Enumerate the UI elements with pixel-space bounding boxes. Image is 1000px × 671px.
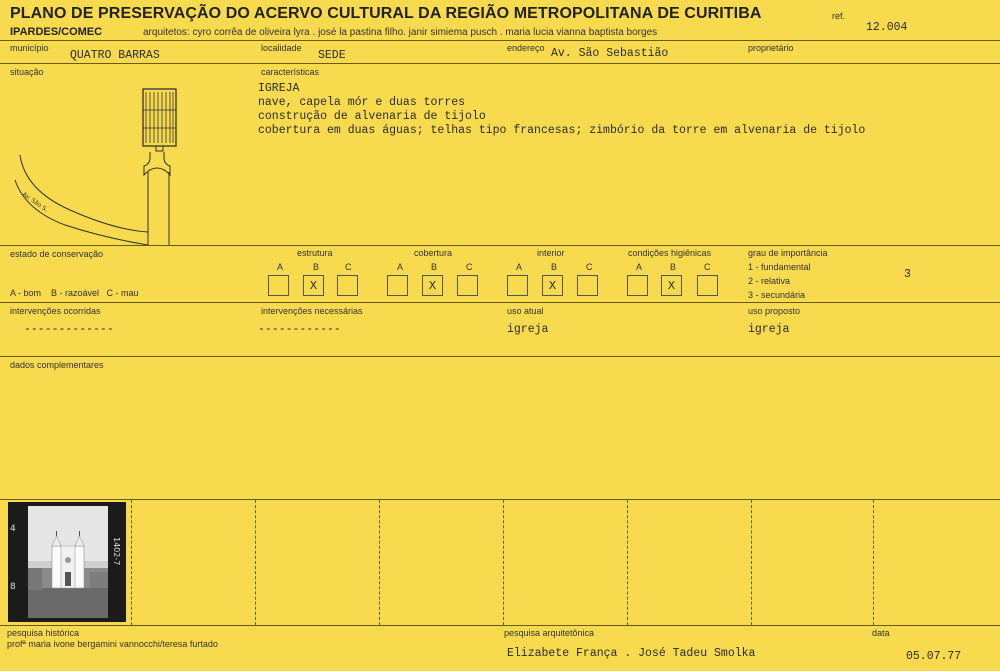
- letter-c: C: [466, 262, 473, 272]
- organization: IPARDES/COMEC: [10, 26, 103, 38]
- photo-slot-divider: [379, 500, 380, 625]
- divider: [0, 625, 1000, 626]
- interior-b-checkbox[interactable]: X: [542, 275, 563, 296]
- caracteristicas-text: [258, 82, 865, 138]
- estrutura-b-checkbox[interactable]: X: [303, 275, 324, 296]
- letter-a: A: [516, 262, 523, 272]
- photo-slot-divider: [255, 500, 256, 625]
- conservacao-legend: A - bom B - razoável C - mau: [10, 288, 139, 298]
- importancia-label: grau de importância: [748, 248, 828, 258]
- dados-complementares-label: dados complementares: [10, 360, 104, 370]
- photo-film-frame: [8, 502, 126, 622]
- letter-a: A: [277, 262, 284, 272]
- photo-slot-divider: [751, 500, 752, 625]
- endereco-value: Av. São Sebastião: [551, 47, 669, 60]
- church-photo: [28, 506, 108, 618]
- letter-a: A: [397, 262, 404, 272]
- letter-b: B: [551, 262, 558, 272]
- photo-slot-divider: [627, 500, 628, 625]
- letter-a: A: [636, 262, 643, 272]
- data-value: 05.07.77: [906, 650, 962, 663]
- caracteristicas-label: características: [261, 67, 320, 77]
- cobertura-c-checkbox[interactable]: [457, 275, 478, 296]
- letter-b: B: [313, 262, 320, 272]
- uso-proposto-value: igreja: [748, 323, 790, 336]
- architects-credit: arquitetos: cyro corrêa de oliveira lyra . josé la pastina filho. janir simiema pusch . maria lucia vianna baptista borges: [143, 27, 658, 38]
- pesquisa-historica-label: pesquisa histórica: [7, 628, 80, 638]
- pesquisa-arquitetonica-value: Elizabete França . José Tadeu Smolka: [507, 647, 756, 660]
- photo-slot-divider: [873, 500, 874, 625]
- film-mark-side: 1402-7: [112, 537, 121, 566]
- sketch-road-label: Av. São S.: [20, 190, 49, 214]
- divider: [0, 356, 1000, 357]
- photo-slot-divider: [131, 500, 132, 625]
- film-mark-top: 4: [10, 524, 16, 534]
- data-label: data: [872, 628, 890, 638]
- pesquisa-historica-value: profª maria ivone bergamini vannocchi/teresa furtado: [7, 639, 218, 649]
- importancia-option: 3 - secundária: [748, 290, 806, 300]
- caracteristicas-line: nave, capela mór e duas torres: [258, 96, 466, 109]
- intervencoes-ocorridas-label: intervenções ocorridas: [10, 306, 101, 316]
- uso-proposto-label: uso proposto: [748, 306, 801, 316]
- situacao-label: situação: [10, 67, 44, 77]
- divider: [0, 63, 1000, 64]
- site-sketch: [10, 80, 210, 250]
- divider: [0, 499, 1000, 500]
- estrutura-a-checkbox[interactable]: [268, 275, 289, 296]
- cobertura-label: cobertura: [414, 248, 453, 258]
- uso-atual-value: igreja: [507, 323, 549, 336]
- endereco-label: endereço: [507, 43, 545, 53]
- higienicas-c-checkbox[interactable]: [697, 275, 718, 296]
- divider: [0, 245, 1000, 246]
- intervencoes-necessarias-value: ------------: [258, 323, 341, 336]
- higienicas-b-checkbox[interactable]: X: [661, 275, 682, 296]
- ref-value: 12.004: [866, 21, 908, 34]
- divider: [0, 302, 1000, 303]
- municipio-label: município: [10, 43, 49, 53]
- divider: [0, 40, 1000, 41]
- photo-slot-divider: [503, 500, 504, 625]
- intervencoes-necessarias-label: intervenções necessárias: [261, 306, 363, 316]
- condicoes-higienicas-label: condições higiênicas: [628, 248, 712, 258]
- ref-label: ref.: [832, 11, 846, 21]
- importancia-value: 3: [904, 268, 911, 281]
- conservacao-label: estado de conservação: [10, 249, 104, 259]
- form-title: PLANO DE PRESERVAÇÃO DO ACERVO CULTURAL DA REGIÃO METROPOLITANA DE CURITIBA: [10, 5, 762, 22]
- estrutura-label: estrutura: [297, 248, 333, 258]
- caracteristicas-line: construção de alvenaria de tijolo: [258, 110, 486, 123]
- interior-label: interior: [537, 248, 565, 258]
- pesquisa-arquitetonica-label: pesquisa arquitetônica: [504, 628, 595, 638]
- letter-c: C: [586, 262, 593, 272]
- higienicas-a-checkbox[interactable]: [627, 275, 648, 296]
- municipio-value: QUATRO BARRAS: [70, 49, 160, 62]
- cobertura-b-checkbox[interactable]: X: [422, 275, 443, 296]
- letter-b: B: [431, 262, 438, 272]
- proprietario-label: proprietário: [748, 43, 794, 53]
- letter-c: C: [704, 262, 711, 272]
- localidade-value: SEDE: [318, 49, 346, 62]
- cobertura-a-checkbox[interactable]: [387, 275, 408, 296]
- uso-atual-label: uso atual: [507, 306, 544, 316]
- caracteristicas-line: IGREJA: [258, 82, 300, 95]
- importancia-option: 2 - relativa: [748, 276, 791, 286]
- interior-c-checkbox[interactable]: [577, 275, 598, 296]
- importancia-option: 1 - fundamental: [748, 262, 811, 272]
- caracteristicas-line: cobertura em duas águas; telhas tipo francesas; zimbório da torre em alvenaria de tijolo: [258, 124, 866, 137]
- estrutura-c-checkbox[interactable]: [337, 275, 358, 296]
- localidade-label: localidade: [261, 43, 302, 53]
- letter-c: C: [345, 262, 352, 272]
- film-mark-bottom: 8: [10, 582, 16, 592]
- letter-b: B: [670, 262, 677, 272]
- interior-a-checkbox[interactable]: [507, 275, 528, 296]
- intervencoes-ocorridas-value: -------------: [24, 323, 114, 336]
